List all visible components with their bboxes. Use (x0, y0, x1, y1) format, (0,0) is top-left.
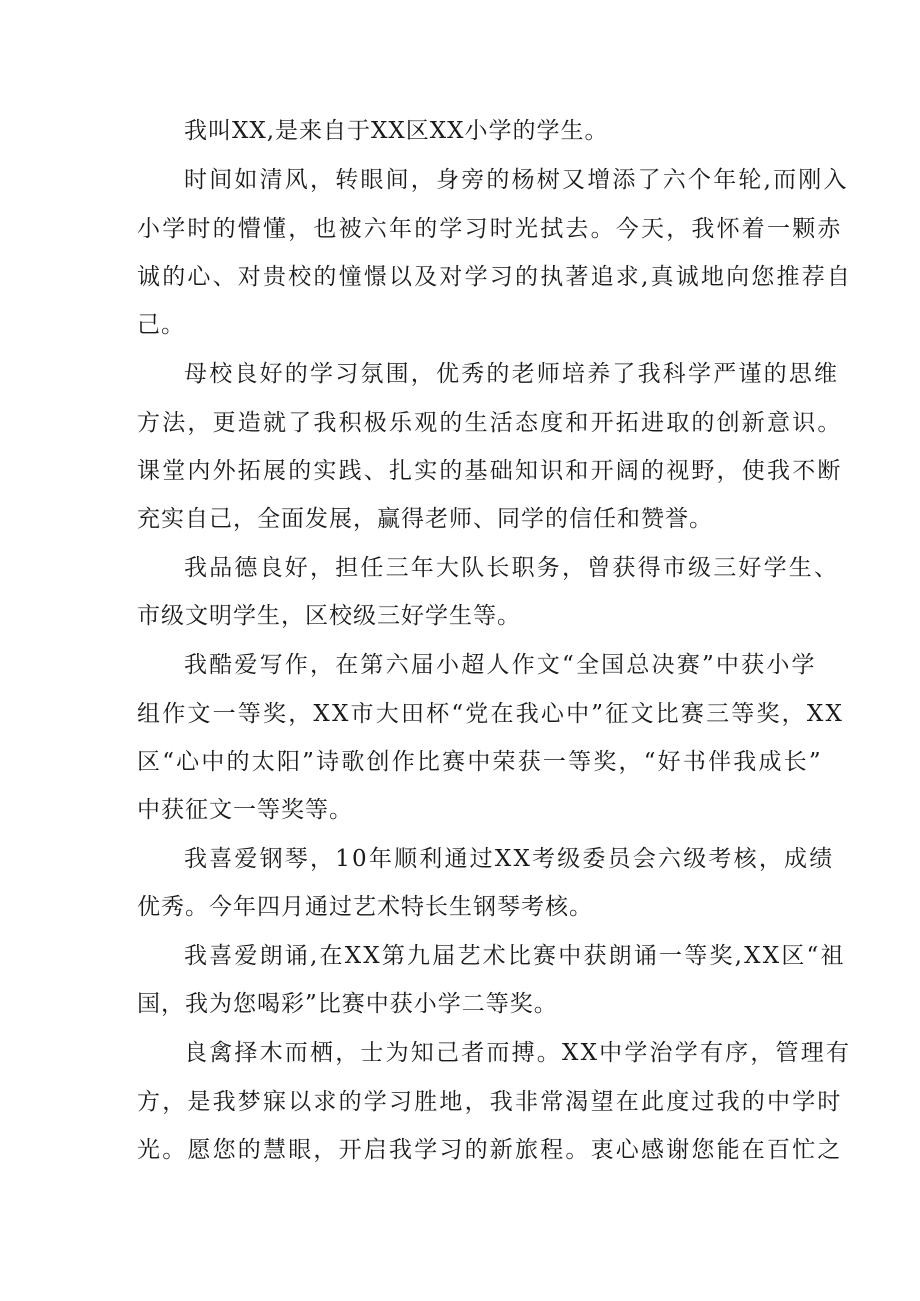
paragraph-3-line-2: 方法，更造就了我积极乐观的生活态度和开拓进取的创新意识。 (137, 410, 843, 436)
paragraph-5-line-2: 组作文一等奖，XX市大田杯“党在我心中”征文比赛三等奖，XX (137, 701, 845, 727)
paragraph-2-line-2: 小学时的懵懂，也被六年的学习时光拭去。今天，我怀着一颗赤 (137, 216, 843, 242)
paragraph-2-line-1: 时间如清风，转眼间，身旁的杨树又增添了六个年轮,而刚入 (184, 167, 849, 193)
paragraph-8-line-3: 光。愿您的慧眼，开启我学习的新旅程。衷心感谢您能在百忙之 (137, 1137, 843, 1163)
paragraph-5-line-4: 中获征文一等奖等。 (137, 797, 353, 823)
paragraph-8-line-2: 方，是我梦寐以求的学习胜地，我非常渴望在此度过我的中学时 (137, 1089, 843, 1115)
paragraph-5-line-3: 区“心中的太阳”诗歌创作比赛中荣获一等奖，“好书伴我成长” (137, 749, 823, 775)
paragraph-2-line-3: 诚的心、对贵校的憧憬以及对学习的执著追求,真诚地向您推荐自 (137, 264, 853, 290)
paragraph-3-line-3: 课堂内外拓展的实践、扎实的基础知识和开阔的视野，使我不断 (137, 458, 843, 484)
paragraph-3-line-4: 充实自己，全面发展，赢得老师、同学的信任和赞誉。 (137, 506, 713, 532)
paragraph-3-line-1: 母校良好的学习氛围，优秀的老师培养了我科学严谨的思维 (184, 361, 840, 387)
paragraph-5-line-1: 我酷爱写作，在第六届小超人作文“全国总决赛”中获小学 (184, 652, 817, 678)
paragraph-7-line-2: 国，我为您喝彩”比赛中获小学二等奖。 (137, 991, 558, 1017)
paragraph-7-line-1: 我喜爱朗诵,在XX第九届艺术比赛中获朗诵一等奖,XX区“祖 (184, 943, 846, 969)
paragraph-4-line-1: 我品德良好，担任三年大队长职务，曾获得市级三好学生、 (184, 555, 840, 581)
paragraph-6-line-1: 我喜爱钢琴，10年顺利通过XX考级委员会六级考核，成绩 (184, 846, 835, 872)
paragraph-8-line-1: 良禽择木而栖，士为知己者而搏。XX中学治学有序，管理有 (184, 1040, 852, 1066)
paragraph-4-line-2: 市级文明学生，区校级三好学生等。 (137, 603, 521, 629)
paragraph-2-line-4: 己。 (137, 312, 185, 338)
paragraph-1-line-1: 我叫XX,是来自于XX区XX小学的学生。 (184, 118, 609, 144)
paragraph-6-line-2: 优秀。今年四月通过艺术特长生钢琴考核。 (137, 894, 593, 920)
